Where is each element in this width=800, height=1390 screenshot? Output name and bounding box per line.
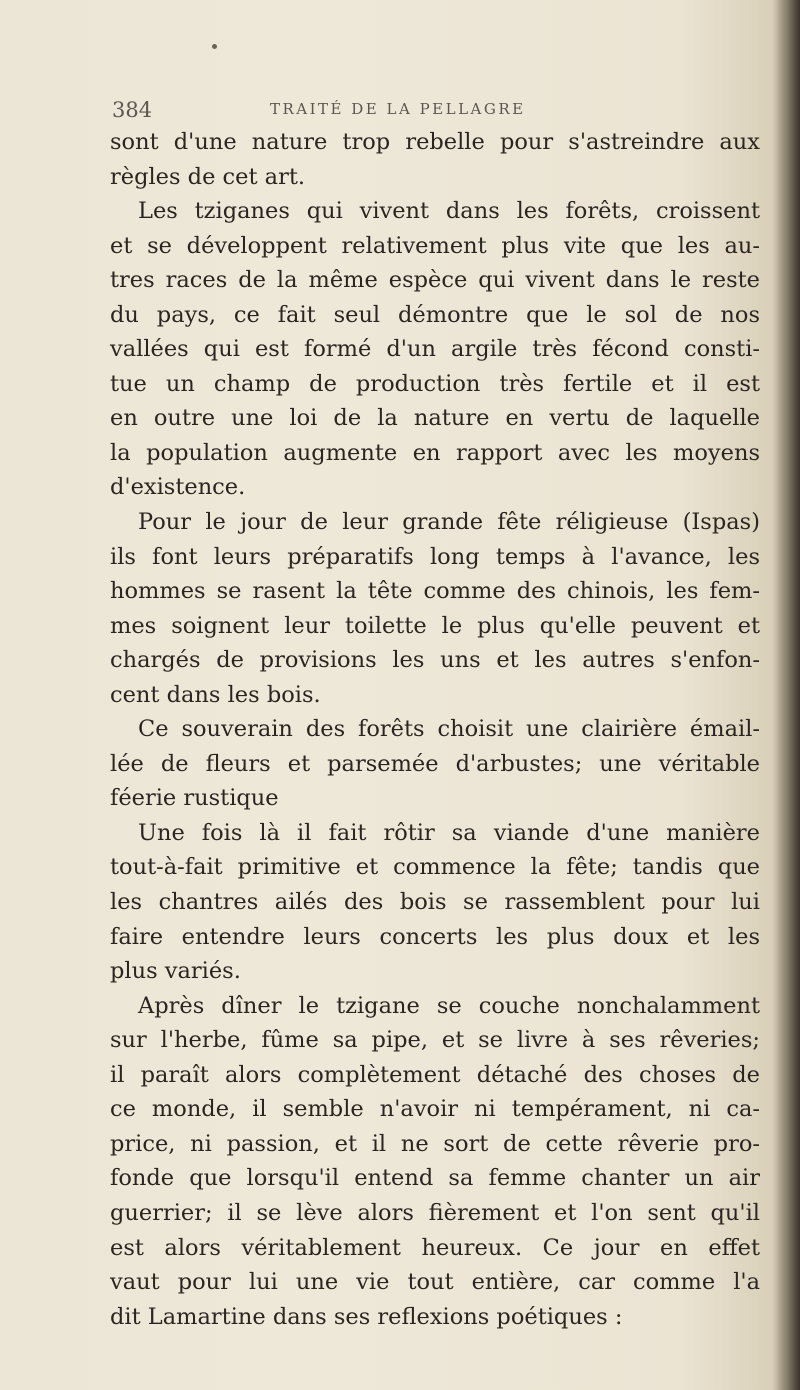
text-line: dit Lamartine dans ses reflexions poétiques : — [110, 1303, 623, 1330]
text-line: la population augmente en rapport avec les moyens — [110, 439, 760, 466]
text-line: guerrier; il se lève alors fièrement et l'on sent qu'il — [110, 1199, 760, 1226]
text-line: Les tziganes qui vivent dans les forêts, croissent — [138, 198, 760, 225]
text-line: lée de fleurs et parsemée d'arbustes; une véritable — [110, 750, 760, 777]
text-line: fonde que lorsqu'il entend sa femme chanter un air — [110, 1165, 760, 1192]
text-line: sont d'une nature trop rebelle pour s'astreindre aux — [110, 129, 760, 155]
text-line: Une fois là il fait rôtir sa viande d'une manière — [138, 819, 760, 846]
text-line: en outre une loi de la nature en vertu de laquelle — [110, 405, 760, 432]
text-line: tue un champ de production très fertile et il est — [110, 370, 760, 397]
text-line: chargés de provisions les uns et les autres s'enfon- — [110, 647, 760, 674]
text-line: tres races de la même espèce qui vivent dans le reste — [110, 267, 760, 294]
running-head: TRAITÉ DE LA PELLAGRE — [270, 100, 526, 118]
text-line: d'existence. — [110, 474, 246, 501]
text-line: price, ni passion, et il ne sort de cette rêverie pro- — [110, 1130, 760, 1157]
text-line: il paraît alors complètement détaché des choses de — [110, 1061, 760, 1088]
text-line: ce monde, il semble n'avoir ni tempérament, ni ca- — [110, 1096, 760, 1123]
text-line: tout-à-fait primitive et commence la fête; tandis que — [110, 854, 760, 881]
text-line: vallées qui est formé d'un argile très fécond consti- — [110, 336, 760, 363]
text-line: Pour le jour de leur grande fête réligieuse (Ispas) — [138, 509, 760, 536]
text-line: hommes se rasent la tête comme des chinois, les fem- — [110, 578, 760, 605]
text-line: les chantres ailés des bois se rassemblent pour lui — [110, 889, 760, 916]
text-line: est alors véritablement heureux. Ce jour en effet — [110, 1234, 760, 1261]
text-line: règles de cet art. — [110, 163, 306, 190]
text-line: féerie rustique — [110, 785, 279, 812]
text-line: Après dîner le tzigane se couche nonchalamment — [138, 992, 760, 1019]
text-line: mes soignent leur toilette le plus qu'elle peuvent et — [110, 612, 760, 639]
text-line: vaut pour lui une vie tout entière, car comme l'a — [110, 1269, 760, 1296]
text-line: sur l'herbe, fûme sa pipe, et se livre à ses rêveries; — [110, 1027, 760, 1054]
text-line: ils font leurs préparatifs long temps à l'avance, les — [110, 543, 760, 570]
text-line: cent dans les bois. — [110, 681, 321, 708]
text-line: et se développent relativement plus vite que les au- — [110, 232, 760, 259]
text-line: faire entendre leurs concerts les plus doux et les — [110, 923, 760, 950]
text-line: plus variés. — [110, 958, 241, 985]
text-line: du pays, ce fait seul démontre que le sol de nos — [110, 301, 760, 328]
ink-speck — [212, 44, 217, 49]
page-edge-shadow — [772, 0, 800, 1390]
text-line: Ce souverain des forêts choisit une clairière émail- — [138, 716, 760, 743]
body-text — [110, 125, 760, 1334]
page-number: 384 — [112, 98, 153, 122]
